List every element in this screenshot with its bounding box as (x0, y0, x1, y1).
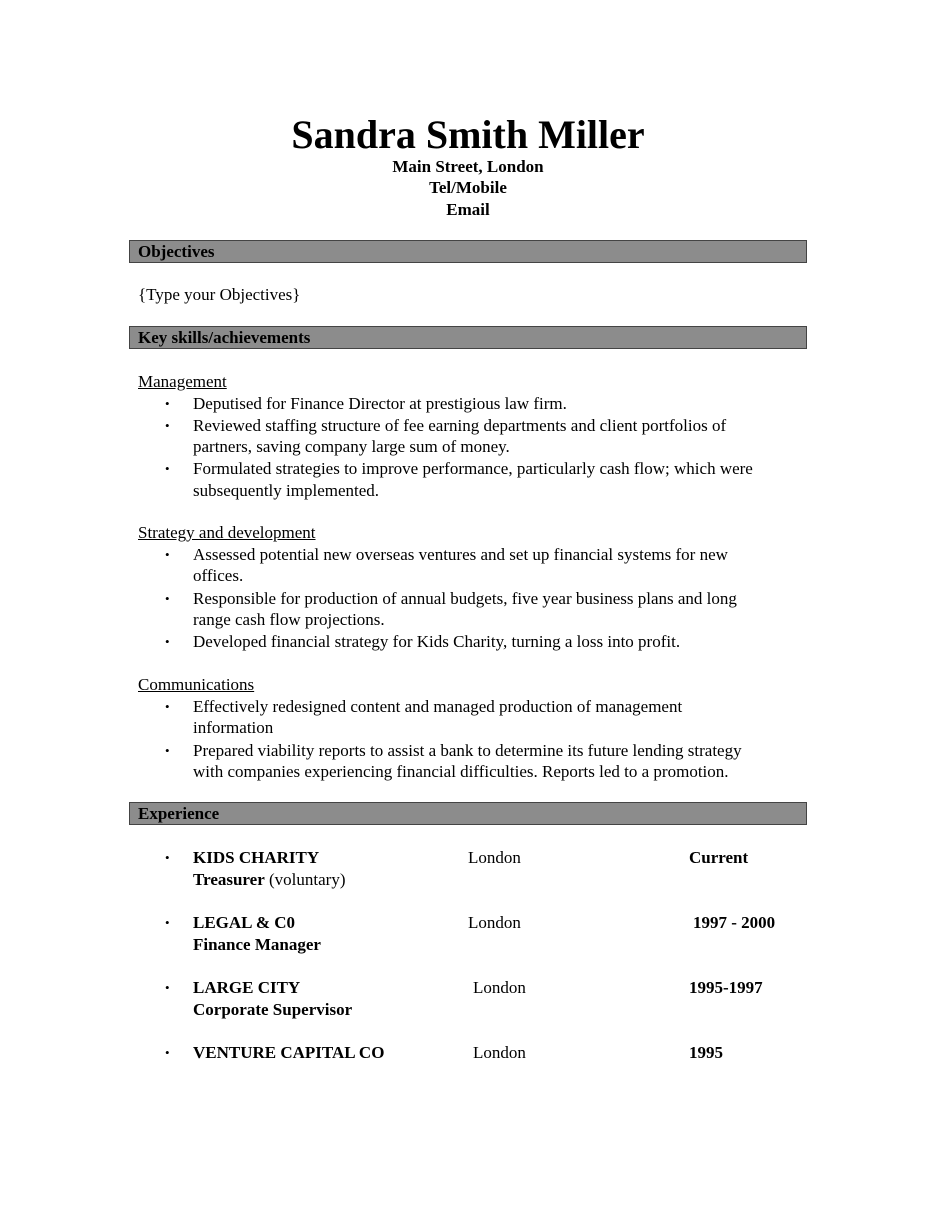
skill-group-heading: Strategy and development (138, 523, 316, 542)
skills-section-title: Key skills/achievements (129, 326, 807, 349)
job-location: London (468, 848, 521, 867)
skill-item: Prepared viability reports to assist a bank to determine its future lending strategy (193, 741, 742, 760)
skill-item: Responsible for production of annual budgets, five year business plans and long (193, 589, 737, 608)
skill-item: Formulated strategies to improve performance, particularly cash flow; which were (193, 459, 753, 478)
job-dates: 1997 - 2000 (693, 913, 776, 932)
experience-section-title: Experience (129, 802, 807, 825)
email: Email (446, 200, 490, 219)
skill-item-continued: partners, saving company large sum of money. (193, 437, 510, 456)
skill-item-continued: with companies experiencing financial difficulties. Reports led to a promotion. (193, 762, 729, 781)
bullet-icon: • (165, 591, 170, 606)
job-company: VENTURE CAPITAL CO (193, 1043, 385, 1062)
skill-item-continued: range cash flow projections. (193, 610, 385, 629)
bullet-icon: • (165, 461, 170, 476)
bullet-icon: • (165, 634, 170, 649)
skill-item: Assessed potential new overseas ventures and set up financial systems for new (193, 545, 728, 564)
job-role: Treasurer (193, 870, 265, 889)
job-role-note: (voluntary) (264, 870, 346, 889)
bullet-icon: • (165, 743, 170, 758)
skill-group-heading: Management (138, 372, 227, 391)
skill-item: Developed financial strategy for Kids Charity, turning a loss into profit. (193, 632, 681, 651)
skill-item: Deputised for Finance Director at prestigious law firm. (193, 394, 567, 413)
job-company: LEGAL & C0 (193, 913, 296, 932)
job-location: London (473, 1043, 526, 1062)
skill-item-continued: subsequently implemented. (193, 481, 380, 500)
candidate-name: Sandra Smith Miller (291, 112, 645, 157)
job-role: Finance Manager (193, 935, 321, 954)
bullet-icon: • (165, 396, 170, 411)
job-dates: 1995-1997 (689, 978, 763, 997)
job-location: London (473, 978, 526, 997)
job-role: Corporate Supervisor (193, 1000, 353, 1019)
bullet-icon: • (165, 850, 170, 865)
objectives-text: {Type your Objectives} (138, 285, 301, 304)
job-role-line (193, 869, 346, 891)
job-company: KIDS CHARITY (193, 848, 320, 867)
bullet-icon: • (165, 547, 170, 562)
bullet-icon: • (165, 1045, 170, 1060)
bullet-icon: • (165, 915, 170, 930)
phone: Tel/Mobile (429, 178, 507, 197)
job-dates: 1995 (689, 1043, 723, 1062)
skill-item-continued: information (193, 718, 274, 737)
bullet-icon: • (165, 418, 170, 433)
address: Main Street, London (392, 157, 544, 176)
skill-item: Effectively redesigned content and managed production of management (193, 697, 683, 716)
job-location: London (468, 913, 521, 932)
skill-item-continued: offices. (193, 566, 244, 585)
objectives-section-title: Objectives (129, 240, 807, 263)
skill-item: Reviewed staffing structure of fee earning departments and client portfolios of (193, 416, 727, 435)
skill-group-heading: Communications (138, 675, 255, 694)
job-dates: Current (689, 848, 749, 867)
bullet-icon: • (165, 980, 170, 995)
job-company: LARGE CITY (193, 978, 301, 997)
bullet-icon: • (165, 699, 170, 714)
